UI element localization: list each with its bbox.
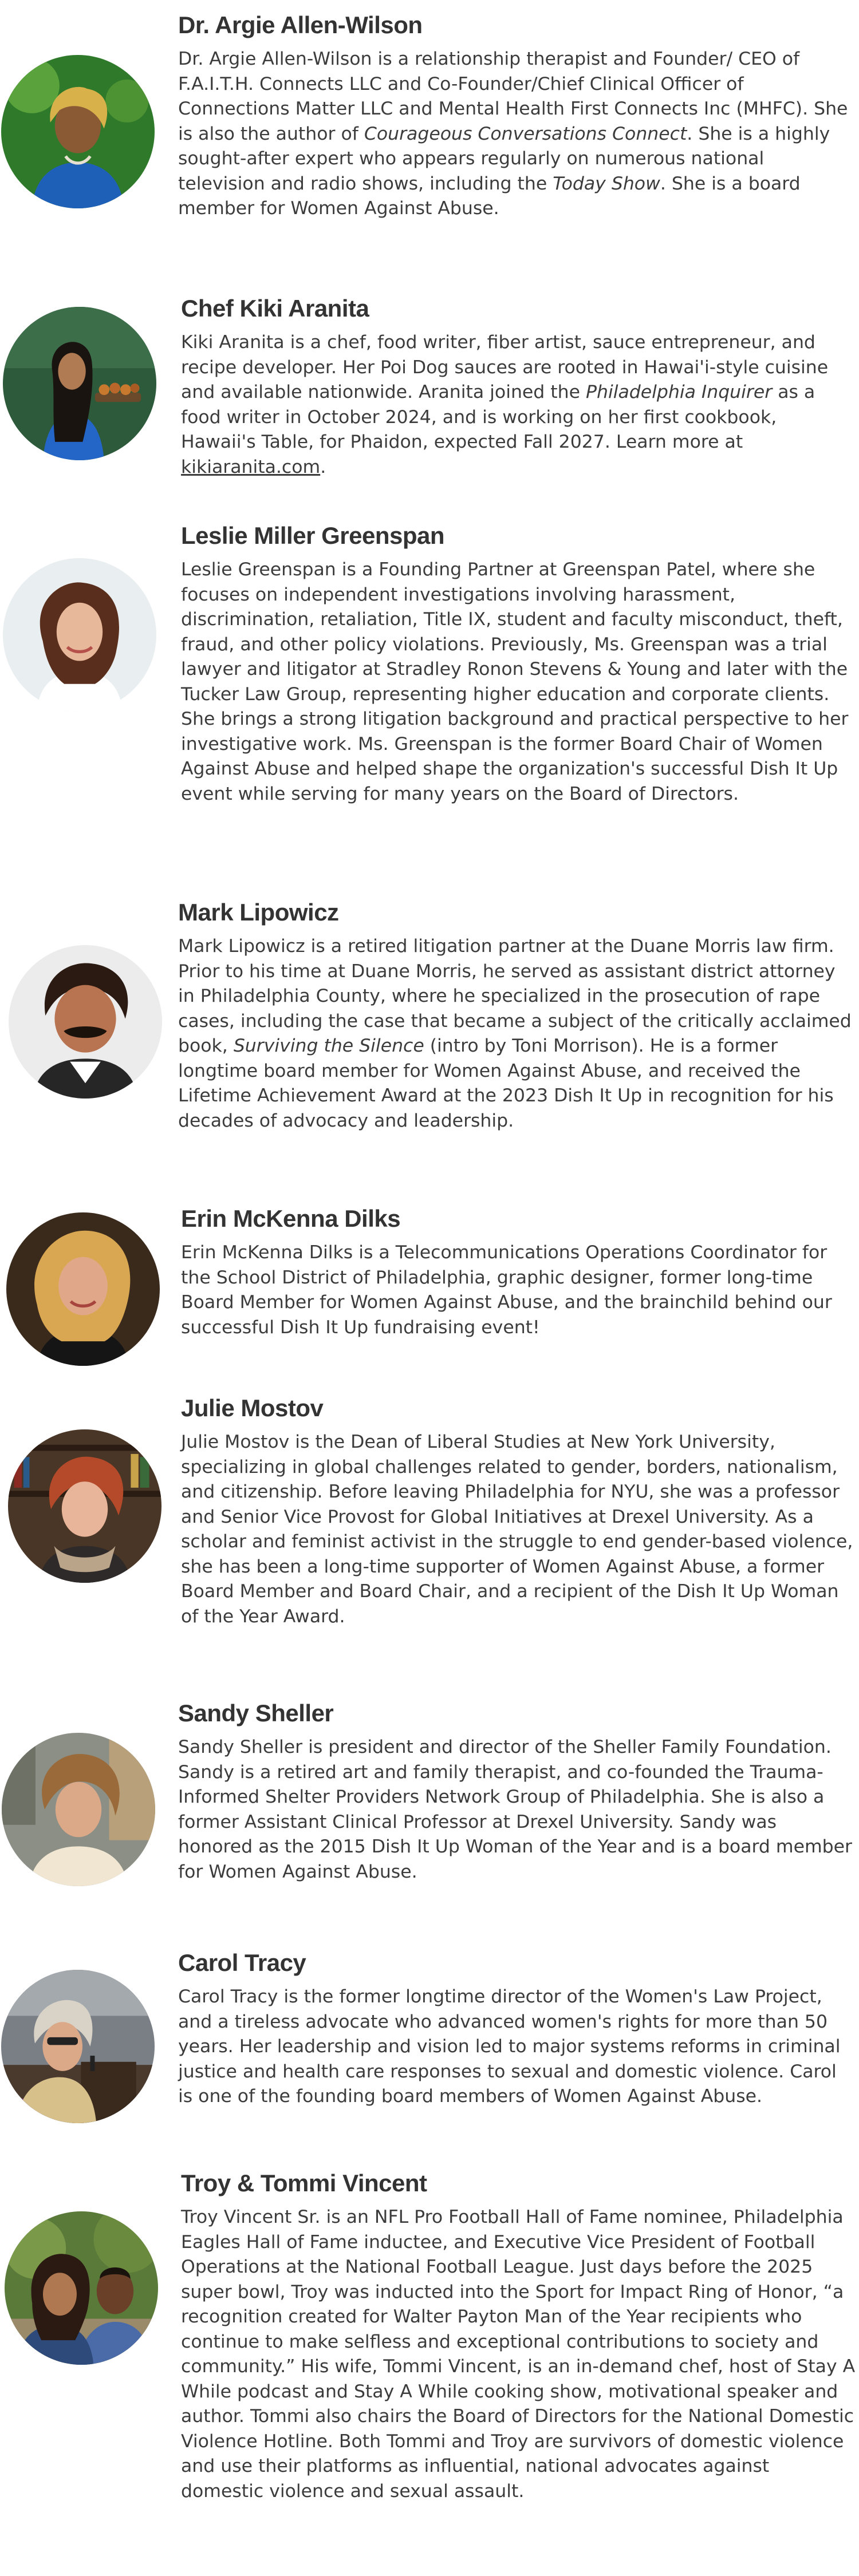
bio-body [178, 1735, 854, 1884]
bio-text [181, 1204, 857, 1340]
bio-text [181, 1393, 857, 1629]
bio-name: Erin McKenna Dilks [181, 1205, 401, 1232]
bio-text [181, 2168, 857, 2504]
bio-body [181, 2205, 857, 2504]
italic-title: Today Show [553, 173, 660, 194]
bio-text-run: . [320, 456, 326, 477]
portrait-photo [5, 2211, 158, 2365]
portrait-photo [3, 558, 156, 712]
bio-body [178, 47, 854, 222]
bio-name: Carol Tracy [178, 1949, 306, 1976]
bio-name: Julie Mostov [181, 1394, 324, 1421]
bio-name: Chef Kiki Aranita [181, 295, 369, 322]
portrait-photo [3, 307, 156, 460]
bio-text [181, 521, 857, 807]
italic-title: Courageous Conversations Connect [364, 123, 687, 144]
bio-text-run: Erin McKenna Dilks is a Telecommunications Operations Coordinator for the School District of Philadelphia, graphic designer, former long-time Board Member for Women Against Abuse, and the brainchild behind our successful Dish It Up fundraising event! [181, 1242, 832, 1338]
bio-text [178, 10, 854, 222]
portrait-photo [9, 945, 162, 1099]
portrait-photo [6, 1212, 160, 1366]
bio-body [181, 1240, 857, 1340]
bio-text-run: Mark Lipowicz is a retired litigation partner at the Duane Morris law firm. Prior to his time at Duane Morris, he served as assistant district attorney in Philadelphia County, where he specialized in the prosecution of rape cases, including the case that became a subject of the critically acclaimed book, [178, 936, 852, 1056]
bio-text [178, 898, 854, 1133]
bio-text-run: . She is a highly sought-after expert who appears regularly on numerous national television and radio shows, including the [178, 123, 830, 194]
bio-text-run: Kiki Aranita is a chef, food writer, fiber artist, sauce entrepreneur, and recipe developer. Her Poi Dog sauces are rooted in Hawai'i-style cuisine and available nationwide. Aranita joined the [181, 332, 829, 402]
bio-text-run: Troy Vincent Sr. is an NFL Pro Football Hall of Fame nominee, Philadelphia Eagles Hall of Fame inductee, and Executive Vice President of Football Operations at the National Football League. Just days before the 2025 super bowl, Troy was inducted into the Sport for Impact Ring of Honor, “a recognition created for Walter Payton Man of the Year recipients who continue to make selfless and exceptional contributions to society and community.” His wife, Tommi Vincent, is an in-demand chef, host of Stay A While podcast and Stay A While cooking show, motivational speaker and author. Tommi also chairs the Board of Directors for the National Domestic Violence Hotline. Both Tommi and Troy are survivors of domestic violence and use their platforms as influential, national advocates against domestic violence and sexual assault. [181, 2207, 856, 2502]
portrait-photo [1, 1970, 155, 2123]
bio-name: Sandy Sheller [178, 1700, 334, 1726]
bio-text-run: Carol Tracy is the former longtime director of the Women's Law Project, and a tireless advocate who advanced women's rights for more than 50 years. Her leadership and vision led to major systems reforms in criminal justice and health care responses to sexual and domestic violence. Carol is one of the founding board members of Women Against Abuse. [178, 1986, 841, 2107]
bio-text [181, 294, 857, 480]
portrait-photo [8, 1429, 161, 1583]
bio-body [178, 934, 854, 1133]
bio-text-run: as a food writer in October 2024, and is working on her first cookbook, Hawaii's Table, for Phaidon, expected Fall 2027. Learn more at [181, 382, 815, 452]
italic-title: Surviving the Silence [233, 1036, 424, 1056]
portrait-photo [1, 55, 155, 208]
bio-body [181, 558, 857, 807]
bio-text [178, 1948, 854, 2109]
bio-name: Dr. Argie Allen-Wilson [178, 11, 423, 38]
bio-body [181, 1430, 857, 1629]
bio-text-run: Julie Mostov is the Dean of Liberal Studies at New York University, specializing in global challenges related to gender, borders, nationalism, and citizenship. Before leaving Philadelphia for NYU, she was a professor and Senior Vice Provost for Global Initiatives at Drexel University. As a scholar and feminist activist in the struggle to end gender-based violence, she has been a long-time supporter of Women Against Abuse, a former Board Member and Board Chair, and a recipient of the Dish It Up Woman of the Year Award. [181, 1432, 853, 1627]
bio-text [178, 1698, 854, 1884]
bio-text-run: Dr. Argie Allen-Wilson is a relationship therapist and Founder/ CEO of F.A.I.T.H. Connects LLC and Co-Founder/Chief Clinical Officer of Connections Matter LLC and Mental Health First Connects Inc (MHFC). She is also the author of [178, 49, 848, 144]
bio-name: Leslie Miller Greenspan [181, 522, 445, 549]
italic-title: Philadelphia Inquirer [586, 382, 773, 402]
bio-name: Mark Lipowicz [178, 899, 339, 926]
portrait-photo [2, 1733, 155, 1886]
bio-text-run: Sandy Sheller is president and director of the Sheller Family Foundation. Sandy is a retired art and family therapist, and co-founded the Trauma-Informed Shelter Providers Network Group of Philadelphia. She is also a former Assistant Clinical Professor at Drexel University. Sandy was honored as the 2015 Dish It Up Woman of the Year and is a board member for Women Against Abuse. [178, 1737, 852, 1882]
bio-name: Troy & Tommi Vincent [181, 2170, 427, 2196]
bio-body [181, 330, 857, 480]
bio-body [178, 1985, 854, 2109]
website-link[interactable]: kikiaranita.com [181, 456, 321, 477]
bio-text-run: Leslie Greenspan is a Founding Partner at Greenspan Patel, where she focuses on independent investigations involving harassment, discrimination, retaliation, Title IX, student and faculty misconduct, theft, fraud, and other policy violations. Previously, Ms. Greenspan was a trial lawyer and litigator at Stradley Ronon Stevens & Young and later with the Tucker Law Group, representing higher education and corporate clients. She brings a strong litigation background and practical perspective to her investigative work. Ms. Greenspan is the former Board Chair of Women Against Abuse and helped shape the organization's successful Dish It Up event while serving for many years on the Board of Directors. [181, 559, 849, 804]
bio-text-run: . She is a board member for Women Against Abuse. [178, 173, 801, 219]
bio-text-run: (intro by Toni Morrison). He is a former longtime board member for Women Against Abuse, and received the Lifetime Achievement Award at the 2023 Dish It Up in recognition for his decades of advocacy and leadership. [178, 1036, 834, 1131]
